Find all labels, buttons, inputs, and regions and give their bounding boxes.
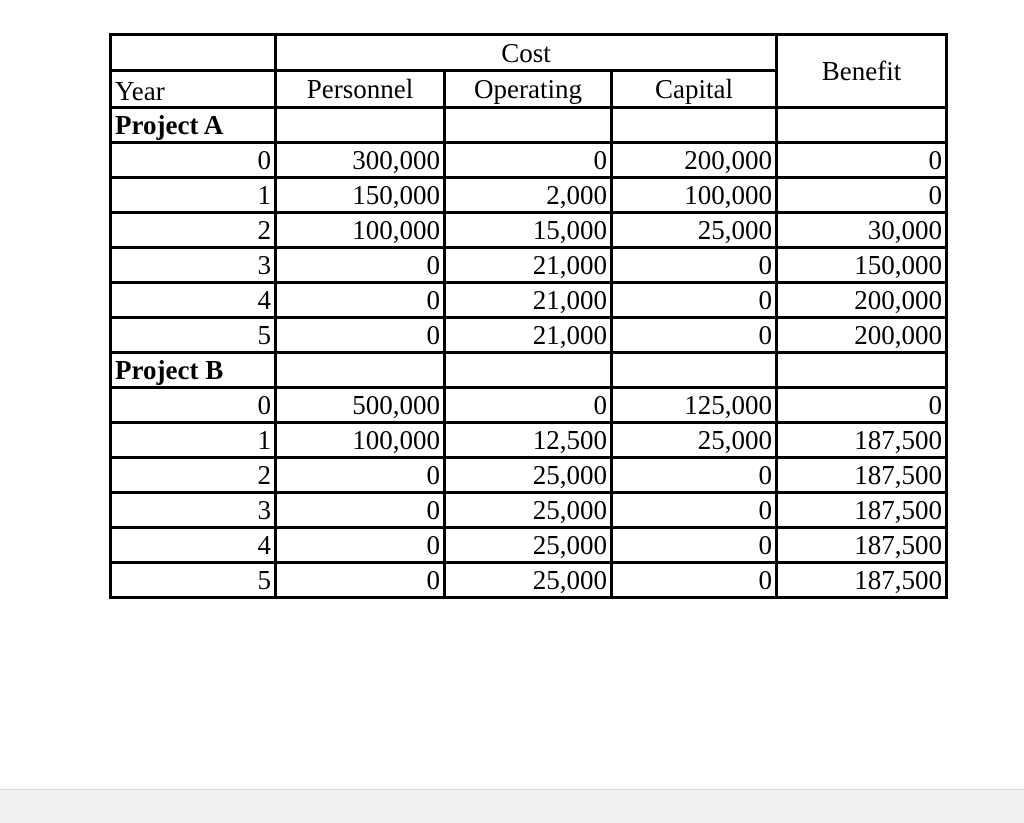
benefit-header: Benefit bbox=[777, 35, 947, 108]
personnel-cell: 100,000 bbox=[276, 213, 445, 248]
personnel-cell: 0 bbox=[276, 248, 445, 283]
year-cell: 5 bbox=[111, 318, 276, 353]
blank-cell bbox=[276, 108, 445, 143]
blank-cell bbox=[445, 353, 612, 388]
blank-cell bbox=[445, 108, 612, 143]
capital-cell: 100,000 bbox=[612, 178, 777, 213]
operating-cell: 25,000 bbox=[445, 458, 612, 493]
table-row bbox=[111, 248, 947, 283]
capital-header: Capital bbox=[612, 71, 777, 108]
capital-cell: 200,000 bbox=[612, 143, 777, 178]
footer-bar bbox=[0, 789, 1024, 823]
header-row-group bbox=[111, 35, 947, 71]
capital-cell: 25,000 bbox=[612, 423, 777, 458]
blank-cell bbox=[777, 108, 947, 143]
benefit-cell: 0 bbox=[777, 178, 947, 213]
capital-cell: 0 bbox=[612, 528, 777, 563]
blank-cell bbox=[276, 353, 445, 388]
year-header: Year bbox=[111, 71, 276, 108]
operating-cell: 15,000 bbox=[445, 213, 612, 248]
benefit-cell: 0 bbox=[777, 388, 947, 423]
operating-cell: 21,000 bbox=[445, 248, 612, 283]
personnel-cell: 0 bbox=[276, 318, 445, 353]
capital-cell: 0 bbox=[612, 318, 777, 353]
table-row bbox=[111, 178, 947, 213]
year-cell: 5 bbox=[111, 563, 276, 598]
capital-cell: 0 bbox=[612, 458, 777, 493]
project-label: Project A bbox=[111, 108, 276, 143]
table-row bbox=[111, 143, 947, 178]
capital-cell: 0 bbox=[612, 563, 777, 598]
year-cell: 1 bbox=[111, 178, 276, 213]
year-cell: 1 bbox=[111, 423, 276, 458]
year-cell: 3 bbox=[111, 248, 276, 283]
capital-cell: 25,000 bbox=[612, 213, 777, 248]
table-row bbox=[111, 563, 947, 598]
benefit-cell: 200,000 bbox=[777, 318, 947, 353]
table-row bbox=[111, 423, 947, 458]
table-row bbox=[111, 458, 947, 493]
benefit-cell: 0 bbox=[777, 143, 947, 178]
benefit-cell: 150,000 bbox=[777, 248, 947, 283]
table-row bbox=[111, 388, 947, 423]
benefit-cell: 187,500 bbox=[777, 493, 947, 528]
header-blank-cell bbox=[111, 35, 276, 71]
capital-cell: 125,000 bbox=[612, 388, 777, 423]
personnel-cell: 0 bbox=[276, 493, 445, 528]
operating-cell: 0 bbox=[445, 388, 612, 423]
blank-cell bbox=[612, 108, 777, 143]
operating-cell: 25,000 bbox=[445, 563, 612, 598]
personnel-cell: 150,000 bbox=[276, 178, 445, 213]
benefit-cell: 200,000 bbox=[777, 283, 947, 318]
year-cell: 0 bbox=[111, 388, 276, 423]
blank-cell bbox=[612, 353, 777, 388]
table-row bbox=[111, 213, 947, 248]
year-cell: 3 bbox=[111, 493, 276, 528]
operating-cell: 12,500 bbox=[445, 423, 612, 458]
operating-cell: 2,000 bbox=[445, 178, 612, 213]
table-row bbox=[111, 283, 947, 318]
capital-cell: 0 bbox=[612, 493, 777, 528]
operating-cell: 21,000 bbox=[445, 283, 612, 318]
capital-cell: 0 bbox=[612, 248, 777, 283]
project-label-row bbox=[111, 108, 947, 143]
benefit-cell: 187,500 bbox=[777, 458, 947, 493]
personnel-cell: 0 bbox=[276, 283, 445, 318]
project-label: Project B bbox=[111, 353, 276, 388]
personnel-cell: 100,000 bbox=[276, 423, 445, 458]
operating-cell: 21,000 bbox=[445, 318, 612, 353]
year-cell: 4 bbox=[111, 528, 276, 563]
year-cell: 0 bbox=[111, 143, 276, 178]
personnel-header: Personnel bbox=[276, 71, 445, 108]
year-cell: 4 bbox=[111, 283, 276, 318]
benefit-cell: 30,000 bbox=[777, 213, 947, 248]
cost-group-header: Cost bbox=[276, 35, 777, 71]
operating-header: Operating bbox=[445, 71, 612, 108]
benefit-cell: 187,500 bbox=[777, 563, 947, 598]
personnel-cell: 300,000 bbox=[276, 143, 445, 178]
personnel-cell: 0 bbox=[276, 528, 445, 563]
benefit-cell: 187,500 bbox=[777, 528, 947, 563]
table-row bbox=[111, 493, 947, 528]
year-cell: 2 bbox=[111, 213, 276, 248]
table-row bbox=[111, 528, 947, 563]
operating-cell: 25,000 bbox=[445, 493, 612, 528]
benefit-cell: 187,500 bbox=[777, 423, 947, 458]
year-cell: 2 bbox=[111, 458, 276, 493]
cost-benefit-table bbox=[109, 33, 948, 599]
table-row bbox=[111, 318, 947, 353]
personnel-cell: 0 bbox=[276, 458, 445, 493]
personnel-cell: 500,000 bbox=[276, 388, 445, 423]
cost-benefit-table-container bbox=[109, 33, 945, 599]
capital-cell: 0 bbox=[612, 283, 777, 318]
operating-cell: 25,000 bbox=[445, 528, 612, 563]
blank-cell bbox=[777, 353, 947, 388]
project-label-row bbox=[111, 353, 947, 388]
operating-cell: 0 bbox=[445, 143, 612, 178]
personnel-cell: 0 bbox=[276, 563, 445, 598]
